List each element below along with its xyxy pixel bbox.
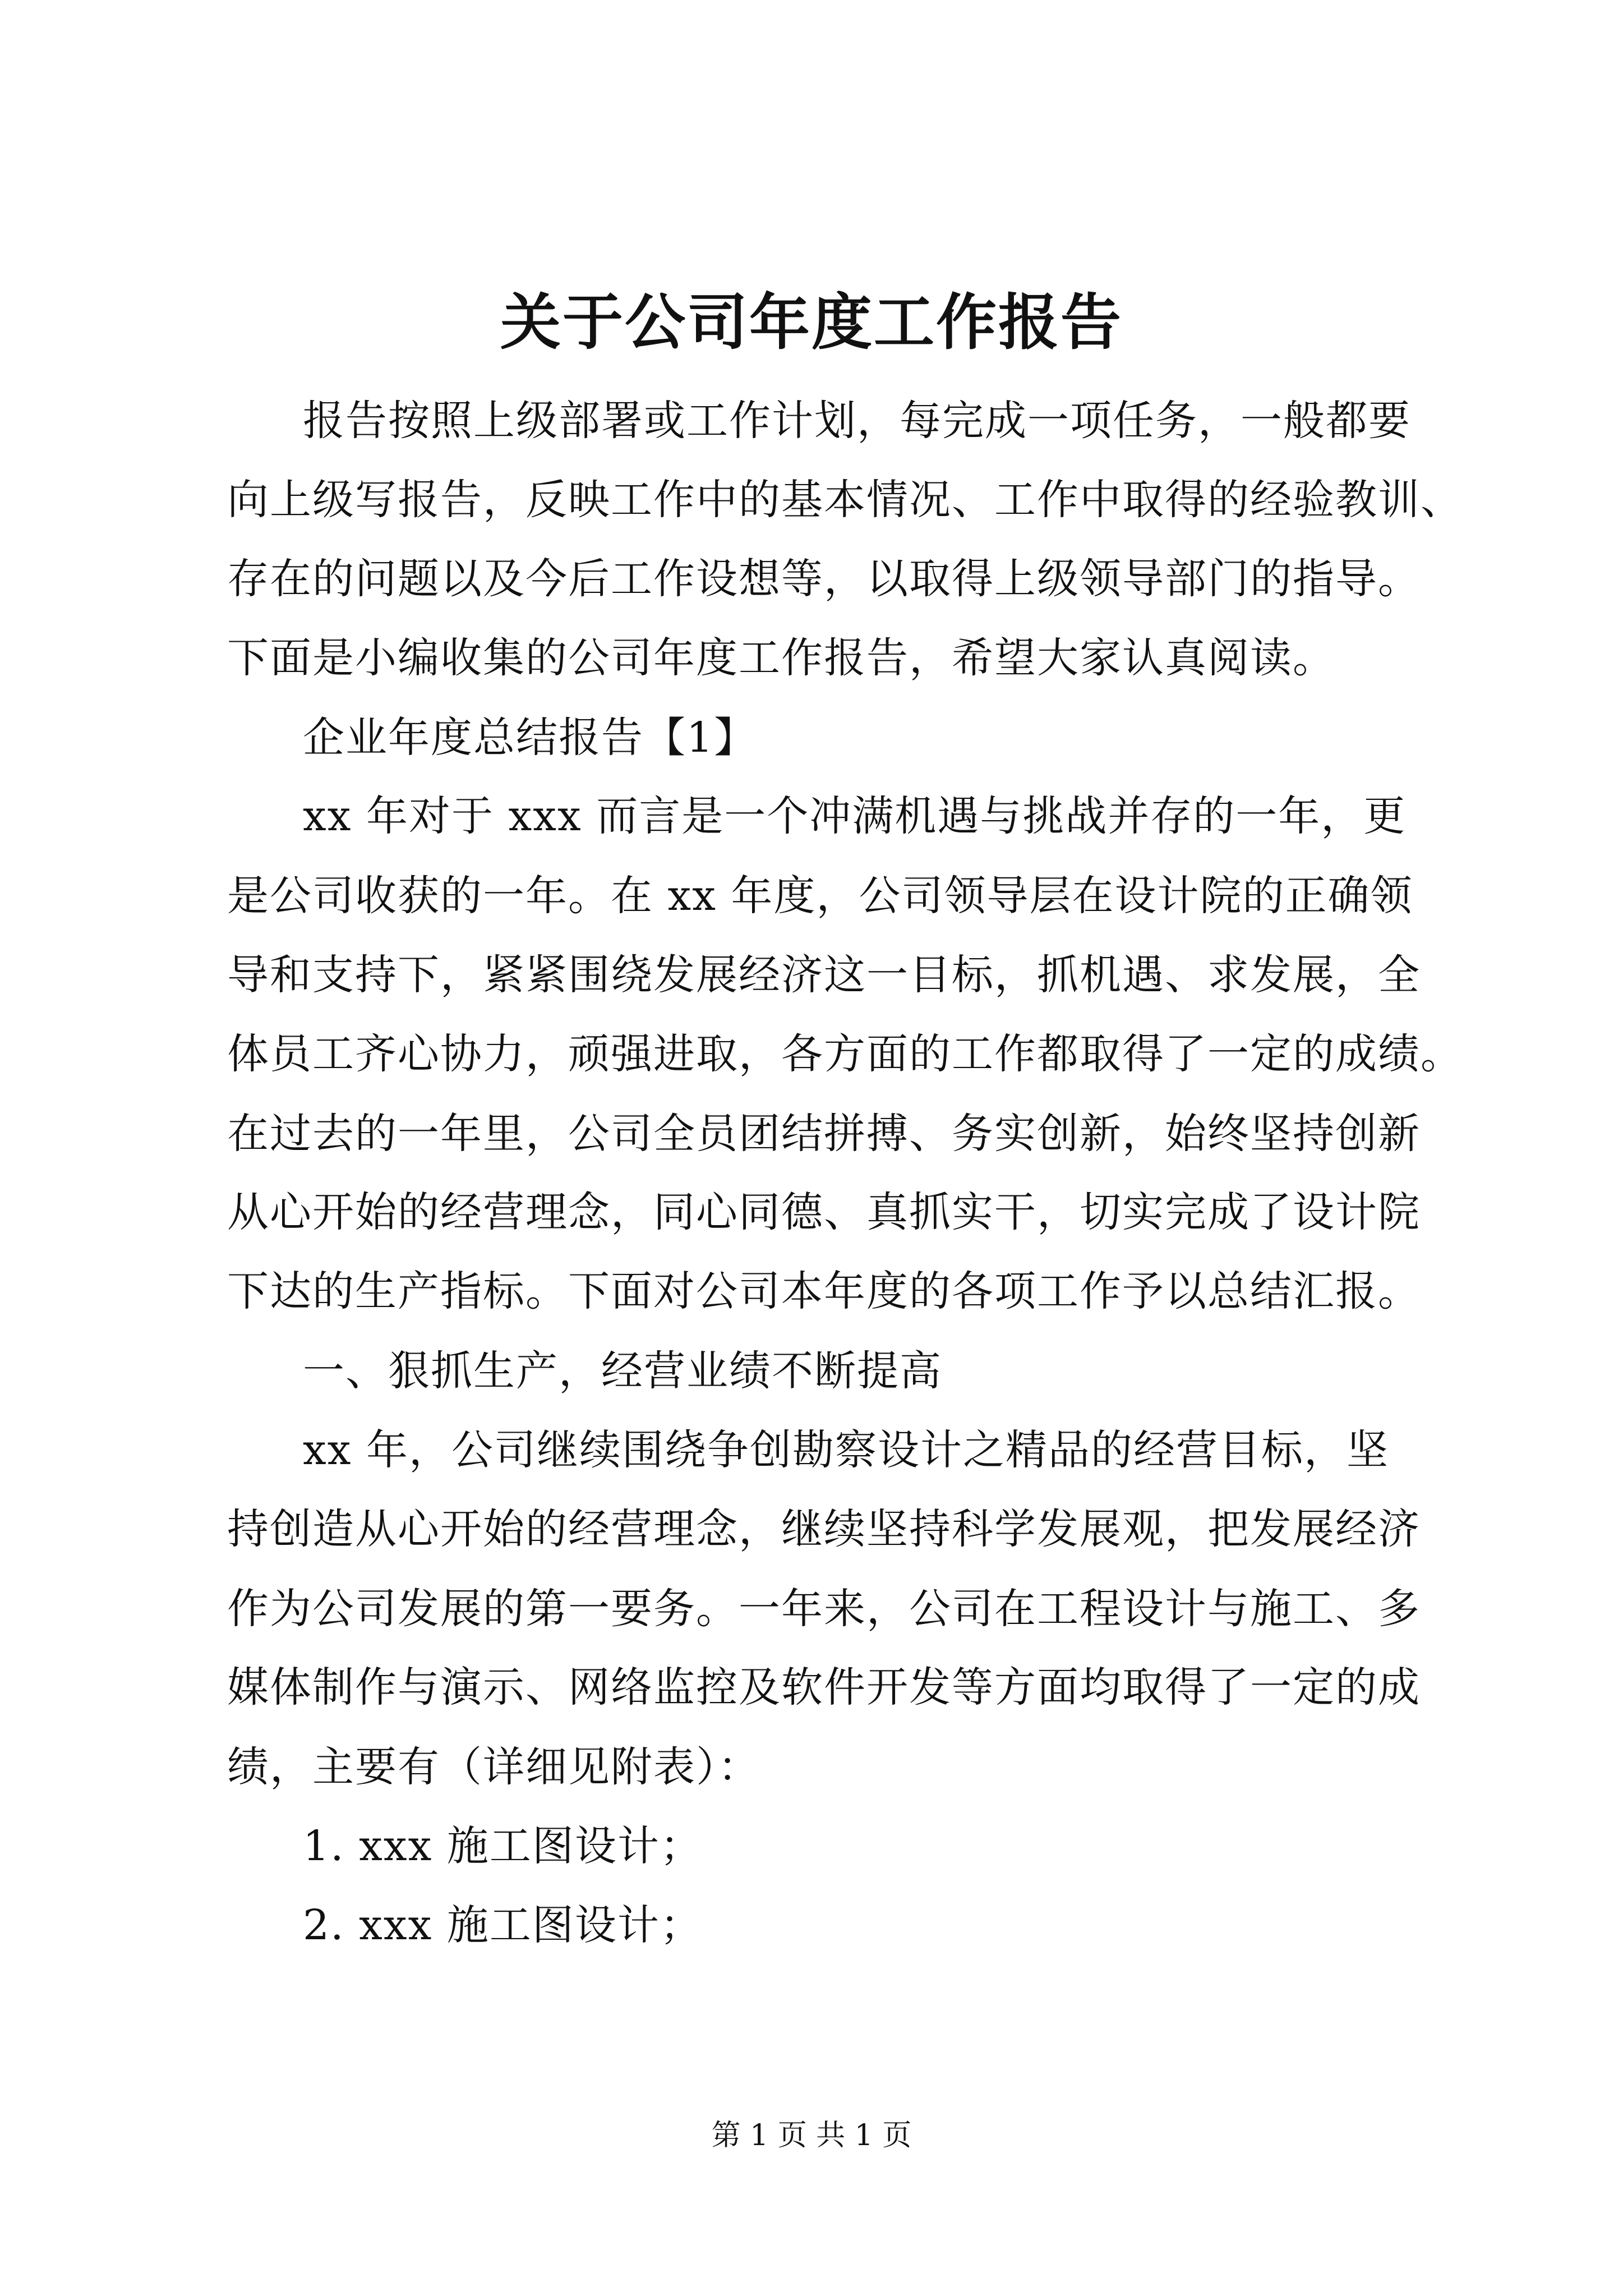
paragraph-line-7: 下达的生产指标。下面对公司本年度的各项工作予以总结汇报。 — [227, 1267, 1421, 1315]
subsection-heading-1: 一、狠抓生产，经营业绩不断提高 — [303, 1347, 942, 1395]
list-item-2: 2. xxx 施工图设计； — [303, 1901, 703, 1949]
intro-line-2: 向上级写报告，反映工作中的基本情况、工作中取得的经验教训、 — [227, 476, 1463, 524]
intro-line-3: 存在的问题以及今后工作设想等，以取得上级领导部门的指导。 — [227, 555, 1421, 603]
paragraph2-line-4: 媒体制作与演示、网络监控及软件开发等方面均取得了一定的成 — [227, 1663, 1421, 1711]
list-item-1: 1. xxx 施工图设计； — [303, 1822, 703, 1870]
paragraph2-line-5: 绩，主要有（详细见附表）： — [227, 1743, 760, 1791]
paragraph-line-1: xx 年对于 xxx 而言是一个冲满机遇与挑战并存的一年，更 — [303, 792, 1407, 840]
paragraph-line-5: 在过去的一年里，公司全员团结拼搏、务实创新，始终坚持创新 — [227, 1110, 1421, 1158]
section-heading-1: 企业年度总结报告【1】 — [303, 714, 757, 762]
document-title: 关于公司年度工作报告 — [500, 287, 1123, 358]
paragraph-line-6: 从心开始的经营理念，同心同德、真抓实干，切实完成了设计院 — [227, 1188, 1421, 1236]
paragraph-line-2: 是公司收获的一年。在 xx 年度，公司领导层在设计院的正确领 — [227, 872, 1413, 920]
paragraph2-line-3: 作为公司发展的第一要务。一年来，公司在工程设计与施工、多 — [227, 1585, 1421, 1633]
paragraph-line-3: 导和支持下，紧紧围绕发展经济这一目标，抓机遇、求发展，全 — [227, 951, 1421, 999]
intro-line-1: 报告按照上级部署或工作计划，每完成一项任务，一般都要 — [303, 397, 1411, 445]
paragraph2-line-1: xx 年，公司继续围绕争创勘察设计之精品的经营目标，坚 — [303, 1426, 1389, 1474]
page-footer: 第 1 页 共 1 页 — [711, 2119, 912, 2152]
paragraph2-line-2: 持创造从心开始的经营理念，继续坚持科学发展观，把发展经济 — [227, 1505, 1421, 1553]
paragraph-line-4: 体员工齐心协力，顽强进取，各方面的工作都取得了一定的成绩。 — [227, 1030, 1463, 1078]
intro-line-4: 下面是小编收集的公司年度工作报告，希望大家认真阅读。 — [227, 634, 1335, 682]
